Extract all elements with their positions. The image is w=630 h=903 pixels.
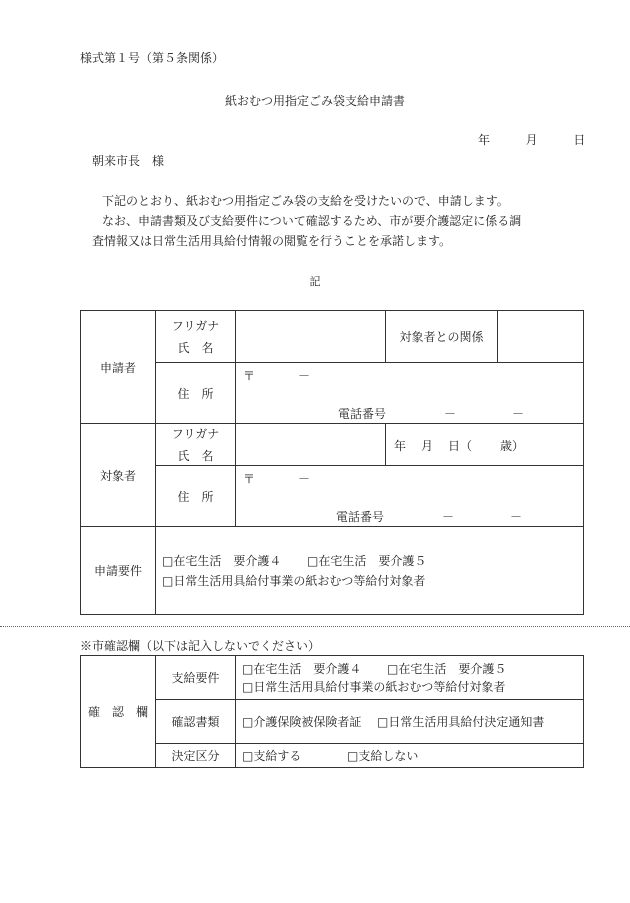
relation-label: 対象者との関係 <box>386 311 498 363</box>
applicant-postal-mark: 〒 <box>243 369 256 383</box>
birth-month-label: 月 <box>421 439 434 453</box>
applicant-section-label: 申請者 <box>81 311 156 424</box>
city-confirmation-note: ※市確認欄（以下は記入しないでください） <box>80 639 321 653</box>
confirmation-section-label: 確 認 欄 <box>81 656 156 768</box>
requirement-care-level-4[interactable]: □在宅生活 要介護４ <box>162 553 282 568</box>
subject-name-label-cell <box>156 424 236 466</box>
decision-options <box>236 744 584 768</box>
applicant-phone-dash-1: － <box>444 407 457 421</box>
birth-day-label: 日（ <box>448 439 473 453</box>
date-month-label: 月 <box>525 133 538 147</box>
subject-name-field[interactable] <box>236 424 386 466</box>
subject-phone-dash-2: － <box>510 510 523 524</box>
cut-line-separator <box>0 626 630 627</box>
confirmation-documents-label: 確認書類 <box>156 700 236 744</box>
subject-name-label: 氏 名 <box>177 449 214 463</box>
subject-phone-label: 電話番号 <box>336 510 385 524</box>
applicant-address-field[interactable] <box>236 363 584 424</box>
confirmation-requirements-label: 支給要件 <box>156 656 236 700</box>
requirements-options <box>156 527 584 615</box>
body-text-line-2: なお、申請書類及び支給要件について確認するため、市が要介護認定に係る調 <box>102 214 522 228</box>
birth-year-label: 年 <box>394 439 407 453</box>
subject-birthdate-field[interactable] <box>386 424 584 466</box>
date-day-label: 日 <box>573 133 586 147</box>
confirmation-table <box>80 655 584 768</box>
applicant-furigana-label: フリガナ <box>171 319 220 333</box>
applicant-name-label-cell <box>156 311 236 363</box>
subject-furigana-label: フリガナ <box>171 427 220 441</box>
body-text-line-3: 査情報又は日常生活用具給付情報の閲覧を行うことを承諾します。 <box>92 234 452 248</box>
confirm-care-level-5[interactable]: □在宅生活 要介護５ <box>387 661 507 676</box>
body-text-line-1: 下記のとおり、紙おむつ用指定ごみ袋の支給を受けたいので、申請します。 <box>102 194 509 208</box>
relation-field[interactable] <box>498 311 584 363</box>
recipient: 朝来市長 様 <box>92 154 165 168</box>
date-year-label: 年 <box>478 133 491 147</box>
subject-address-label: 住 所 <box>156 466 236 527</box>
applicant-phone-dash-2: － <box>512 407 525 421</box>
requirement-care-level-5[interactable]: □在宅生活 要介護５ <box>307 553 427 568</box>
subject-postal-mark: 〒 <box>243 472 256 486</box>
subject-section-label: 対象者 <box>81 424 156 527</box>
decision-reject[interactable]: □支給しない <box>347 748 419 763</box>
form-number: 様式第１号（第５条関係） <box>80 51 225 65</box>
doc-insurance-card[interactable]: □介護保険被保険者証 <box>242 714 362 729</box>
application-table <box>80 310 584 615</box>
confirmation-requirements-options <box>236 656 584 700</box>
subject-phone-dash-1: － <box>442 510 455 524</box>
ki-heading: 記 <box>309 275 321 288</box>
document-title: 紙おむつ用指定ごみ袋支給申請書 <box>224 94 405 108</box>
applicant-postal-dash: － <box>298 369 311 383</box>
doc-aid-decision-notice[interactable]: □日常生活用具給付決定通知書 <box>377 714 545 729</box>
age-label: 歳） <box>500 439 525 453</box>
confirm-care-level-4[interactable]: □在宅生活 要介護４ <box>242 661 362 676</box>
confirmation-documents-options <box>236 700 584 744</box>
applicant-name-label: 氏 名 <box>177 341 214 355</box>
confirm-daily-aid-recipient[interactable]: □日常生活用具給付事業の紙おむつ等給付対象者 <box>242 679 506 694</box>
decision-label: 決定区分 <box>156 744 236 768</box>
applicant-address-label: 住 所 <box>156 363 236 424</box>
application-date <box>478 131 585 148</box>
applicant-name-field[interactable] <box>236 311 386 363</box>
requirements-label: 申請要件 <box>81 527 156 615</box>
subject-address-field[interactable] <box>236 466 584 527</box>
applicant-phone-label: 電話番号 <box>338 407 387 421</box>
requirement-daily-aid-recipient[interactable]: □日常生活用具給付事業の紙おむつ等給付対象者 <box>162 573 426 588</box>
decision-approve[interactable]: □支給する <box>242 748 302 763</box>
subject-postal-dash: － <box>298 472 311 486</box>
